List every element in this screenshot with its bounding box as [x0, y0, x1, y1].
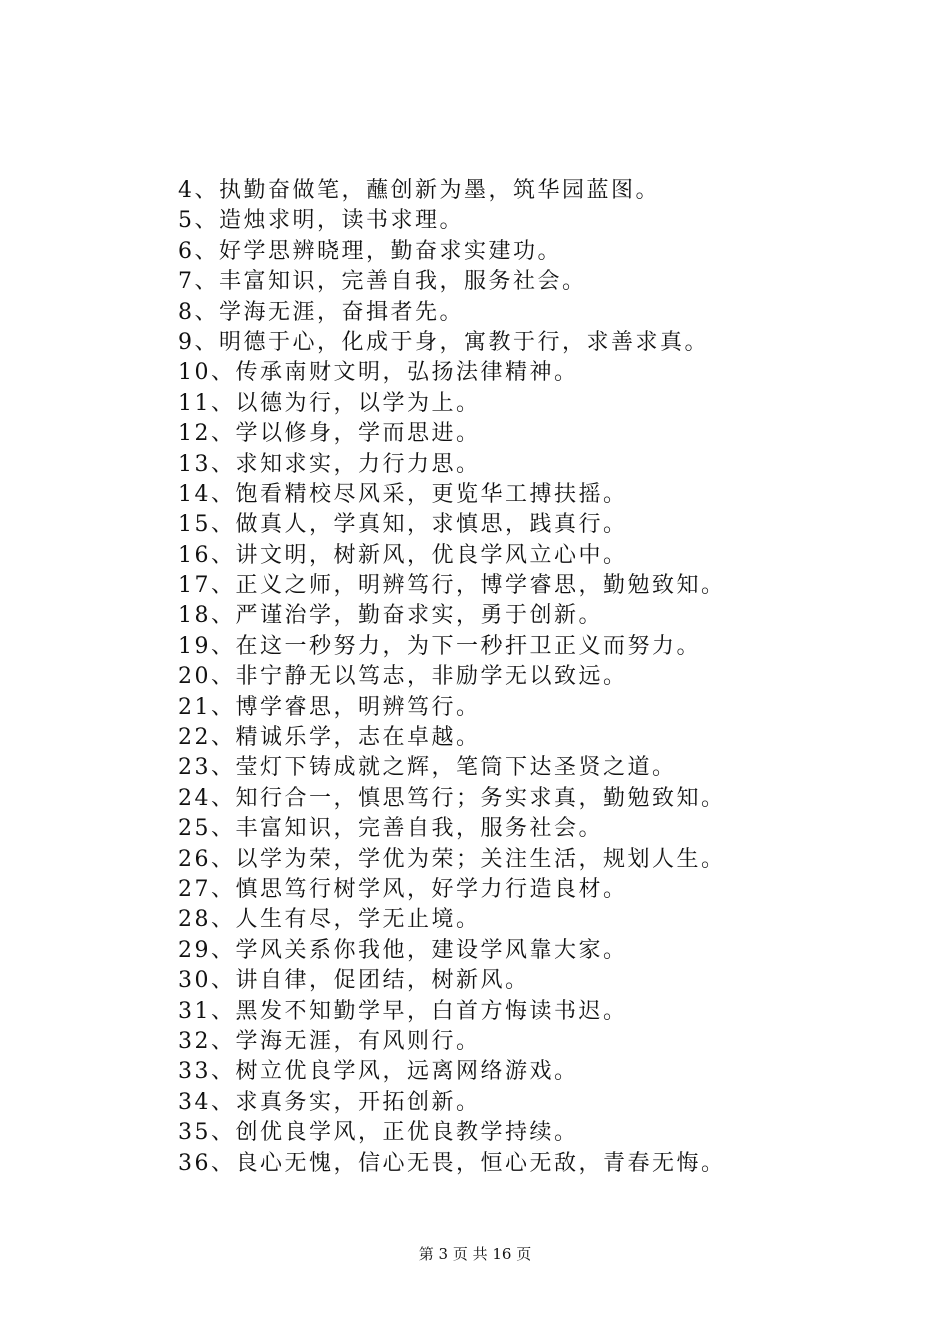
text-line: 4、执勤奋做笔，蘸创新为墨，筑华园蓝图。 — [178, 178, 660, 203]
text-line: 10、传承南财文明，弘扬法律精神。 — [178, 360, 579, 386]
text-line: 22、精诚乐学，志在卓越。 — [178, 725, 481, 751]
text-line: 21、博学睿思，明辨笃行。 — [178, 694, 481, 720]
text-line: 27、慎思笃行树学风，好学力行造良材。 — [178, 876, 628, 902]
text-line: 32、学海无涯，有风则行。 — [178, 1028, 481, 1054]
text-line: 25、丰富知识，完善自我，服务社会。 — [178, 816, 603, 842]
text-line: 24、知行合一，慎思笃行；务实求真，勤勉致知。 — [178, 785, 726, 811]
text-line: 31、黑发不知勤学早，白首方悔读书迟。 — [178, 998, 628, 1024]
text-line: 36、良心无愧，信心无畏，恒心无敌，青春无悔。 — [178, 1150, 726, 1176]
text-line: 17、正义之师，明辨笃行，博学睿思，勤勉致知。 — [178, 573, 726, 599]
text-line: 11、以德为行，以学为上。 — [178, 390, 481, 416]
text-line: 28、人生有尽，学无止境。 — [178, 907, 481, 933]
page-number-footer: 第 3 页 共 16 页 — [418, 1245, 532, 1263]
text-line: 8、学海无涯，奋揖者先。 — [178, 299, 464, 325]
document-body — [178, 176, 898, 1179]
text-line: 12、学以修身，学而思进。 — [178, 421, 481, 447]
text-line: 5、造烛求明，读书求理。 — [178, 208, 464, 234]
text-line: 9、明德于心，化成于身，寓教于行，求善求真。 — [178, 329, 709, 355]
text-line: 18、严谨治学，勤奋求实，勇于创新。 — [178, 603, 603, 629]
text-line: 34、求真务实，开拓创新。 — [178, 1089, 481, 1115]
text-line: 30、讲自律，促团结，树新风。 — [178, 968, 530, 994]
text-line: 14、饱看精校尽风采，更览华工搏扶摇。 — [178, 481, 628, 507]
text-line: 29、学风关系你我他，建设学风靠大家。 — [178, 937, 628, 963]
text-line: 6、好学思辨晓理，勤奋求实建功。 — [178, 238, 562, 264]
text-line: 13、求知求实，力行力思。 — [178, 451, 481, 477]
text-line: 33、树立优良学风，远离网络游戏。 — [178, 1059, 579, 1085]
text-line: 26、以学为荣，学优为荣；关注生活，规划人生。 — [178, 846, 726, 872]
text-line: 20、非宁静无以笃志，非励学无以致远。 — [178, 664, 628, 690]
text-line: 19、在这一秒努力，为下一秒扞卫正义而努力。 — [178, 633, 701, 659]
text-line: 35、创优良学风，正优良教学持续。 — [178, 1120, 579, 1146]
text-line: 7、丰富知识，完善自我，服务社会。 — [178, 269, 587, 295]
text-line: 15、做真人，学真知，求慎思，践真行。 — [178, 512, 628, 538]
text-line: 16、讲文明，树新风，优良学风立心中。 — [178, 542, 628, 568]
text-line: 23、莹灯下铸成就之辉，笔筒下达圣贤之道。 — [178, 755, 677, 781]
